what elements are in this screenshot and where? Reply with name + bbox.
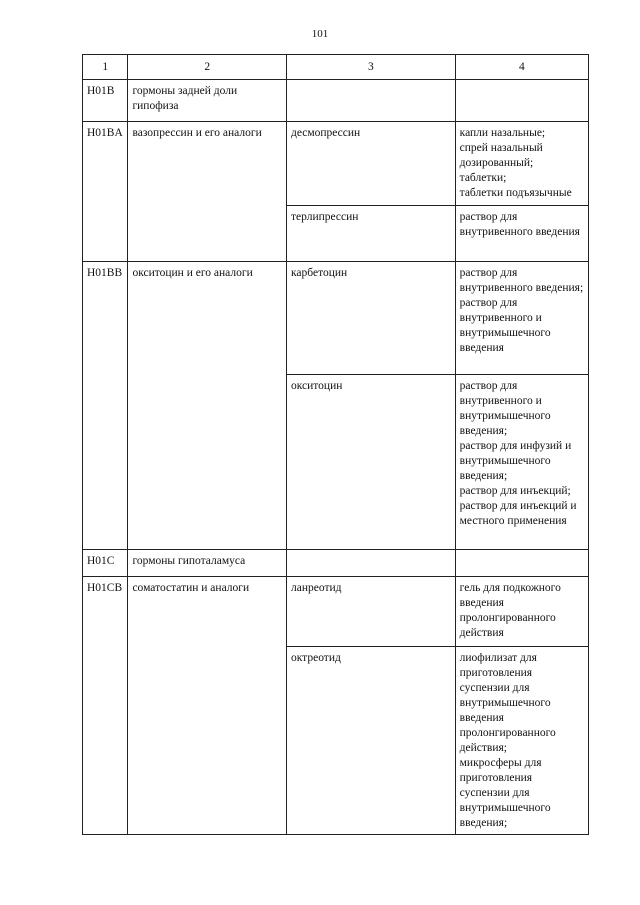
table-row: [83, 122, 589, 206]
dosage-forms: [455, 122, 588, 206]
dosage-form: спрей назальный дозированный;: [459, 142, 543, 169]
dosage-form: раствор для внутривенного и внутримышечного введения;: [459, 380, 551, 437]
drug-name: окситоцин: [287, 375, 456, 550]
header-col-3: 3: [287, 55, 456, 80]
dosage-form: таблетки;: [459, 172, 507, 184]
dosage-form: раствор для инфузий и внутримышечного введения;: [459, 440, 572, 482]
group-name: гормоны задней доли гипофиза: [128, 80, 287, 122]
table-row: [83, 577, 589, 647]
dosage-forms: [455, 206, 588, 262]
table-row: [83, 550, 589, 577]
atc-code: H01B: [83, 80, 128, 122]
dosage-forms: [455, 80, 588, 122]
atc-code: H01C: [83, 550, 128, 577]
dosage-form: раствор для внутривенного введения: [459, 211, 580, 238]
group-name: гормоны гипоталамуса: [128, 550, 287, 577]
atc-code: H01BB: [83, 262, 128, 550]
header-col-4: 4: [455, 55, 588, 80]
page-number: 101: [311, 28, 329, 40]
table-row: [83, 262, 589, 375]
dosage-form: раствор для внутривенного и внутримышечного введения: [459, 297, 551, 354]
group-name: соматостатин и аналоги: [128, 577, 287, 835]
group-name: вазопрессин и его аналоги: [128, 122, 287, 262]
dosage-form: таблетки подъязычные: [459, 187, 572, 199]
dosage-forms: [455, 262, 588, 375]
dosage-form: лиофилизат для приготовления суспензии для внутримышечного введения пролонгированного действия;: [459, 652, 556, 754]
dosage-forms: [455, 577, 588, 647]
dosage-forms: [455, 375, 588, 550]
drug-name: карбетоцин: [287, 262, 456, 375]
dosage-form: раствор для инъекций;: [459, 485, 571, 497]
drug-name: [287, 550, 456, 577]
drug-name: [287, 80, 456, 122]
dosage-form: микросферы для приготовления суспензии для внутримышечного введения;: [459, 757, 551, 829]
drug-name: десмопрессин: [287, 122, 456, 206]
drug-name: терлипрессин: [287, 206, 456, 262]
dosage-forms: [455, 550, 588, 577]
atc-code: H01BA: [83, 122, 128, 262]
dosage-form: гель для подкожного введения пролонгированного действия: [459, 582, 561, 639]
dosage-form: капли назальные;: [459, 127, 546, 139]
table-row: [83, 80, 589, 122]
dosage-form: раствор для инъекций и местного применения: [459, 500, 577, 527]
drug-name: октреотид: [287, 647, 456, 835]
dosage-form: раствор для внутривенного введения;: [459, 267, 584, 294]
header-col-1: 1: [83, 55, 128, 80]
drug-name: ланреотид: [287, 577, 456, 647]
atc-code: H01CB: [83, 577, 128, 835]
header-row: [83, 55, 589, 80]
group-name: окситоцин и его аналоги: [128, 262, 287, 550]
header-col-2: 2: [128, 55, 287, 80]
dosage-forms: [455, 647, 588, 835]
drug-table: [82, 54, 589, 835]
